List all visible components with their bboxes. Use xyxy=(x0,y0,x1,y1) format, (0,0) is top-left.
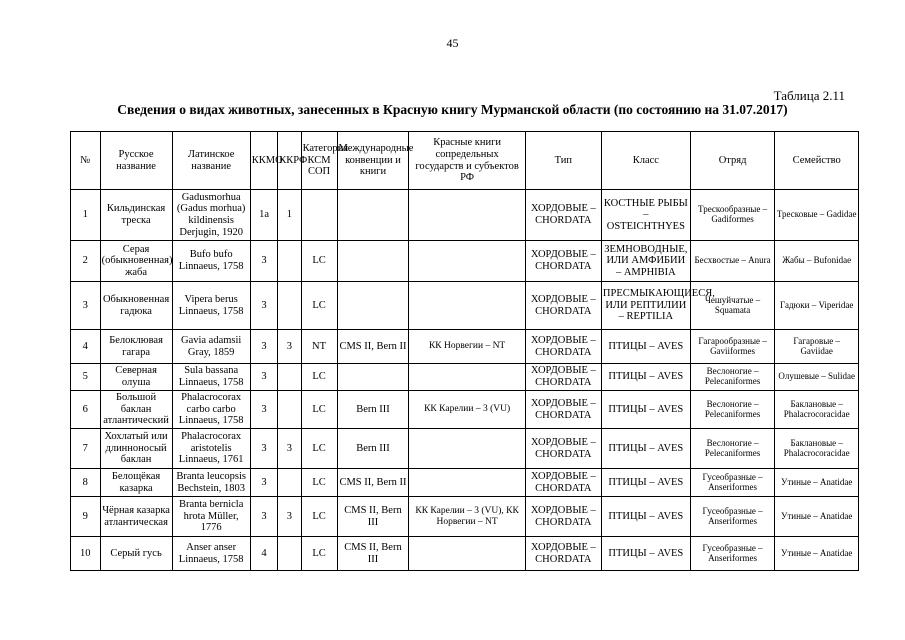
cell-class: ПТИЦЫ – AVES xyxy=(601,364,690,391)
cell-kkmo: 4 xyxy=(250,537,278,571)
cell-international: Bern III xyxy=(337,391,409,429)
cell-class: ПТИЦЫ – AVES xyxy=(601,429,690,469)
cell-order: Веслоногие – Pelecaniformes xyxy=(690,391,775,429)
cell-family: Утиные – Anatidae xyxy=(775,469,859,497)
cell-family: Жабы – Bufonidae xyxy=(775,241,859,282)
cell-kkrf xyxy=(278,537,301,571)
cell-order: Веслоногие – Pelecaniformes xyxy=(690,364,775,391)
cell-neighbor-books xyxy=(409,282,525,330)
header-class: Класс xyxy=(601,132,690,190)
cell-international xyxy=(337,190,409,241)
cell-order: Трескообразные – Gadiformes xyxy=(690,190,775,241)
cell-latin-name: Branta bernicla hrota Müller, 1776 xyxy=(172,497,250,537)
cell-type: ХОРДОВЫЕ – CHORDATA xyxy=(525,330,601,364)
cell-type: ХОРДОВЫЕ – CHORDATA xyxy=(525,537,601,571)
cell-category: LC xyxy=(301,282,337,330)
cell-kkmo: 3 xyxy=(250,364,278,391)
cell-class: ЗЕМНОВОДНЫЕ, ИЛИ АМФИБИИ – AMPHIBIA xyxy=(601,241,690,282)
cell-latin-name: Sula bassana Linnaeus, 1758 xyxy=(172,364,250,391)
header-type: Тип xyxy=(525,132,601,190)
table-row xyxy=(71,429,859,469)
cell-kkmo: 3 xyxy=(250,391,278,429)
cell-latin-name: Phalacrocorax carbo carbo Linnaeus, 1758 xyxy=(172,391,250,429)
header-num: № xyxy=(71,132,101,190)
header-neighbor-books: Красные книги сопредельных государств и субъектов РФ xyxy=(409,132,525,190)
cell-kkmo: 3 xyxy=(250,282,278,330)
cell-category: LC xyxy=(301,241,337,282)
cell-kkrf: 3 xyxy=(278,497,301,537)
cell-order: Веслоногие – Pelecaniformes xyxy=(690,429,775,469)
cell-latin-name: Branta leucopsis Bechstein, 1803 xyxy=(172,469,250,497)
header-row xyxy=(71,132,859,190)
cell-russian-name: Обыкновенная гадюка xyxy=(100,282,172,330)
cell-neighbor-books xyxy=(409,364,525,391)
cell-neighbor-books xyxy=(409,241,525,282)
cell-latin-name: Vipera berus Linnaeus, 1758 xyxy=(172,282,250,330)
cell-russian-name: Хохлатый или длинноносый баклан xyxy=(100,429,172,469)
cell-class: ПТИЦЫ – AVES xyxy=(601,537,690,571)
table-row xyxy=(71,469,859,497)
cell-category xyxy=(301,190,337,241)
header-family: Семейство xyxy=(775,132,859,190)
cell-class: ПТИЦЫ – AVES xyxy=(601,469,690,497)
cell-latin-name: Phalacrocorax aristotelis Linnaeus, 1761 xyxy=(172,429,250,469)
cell-order: Гагарообразные – Gaviiformes xyxy=(690,330,775,364)
cell-category: LC xyxy=(301,364,337,391)
cell-kkmo: 3 xyxy=(250,469,278,497)
cell-international: CMS II, Bern II xyxy=(337,469,409,497)
cell-neighbor-books xyxy=(409,537,525,571)
cell-order: Чешуйчатые – Squamata xyxy=(690,282,775,330)
cell-russian-name: Серый гусь xyxy=(100,537,172,571)
header-category: Категория КСМ СОП xyxy=(301,132,337,190)
cell-family: Гагаровые – Gaviidae xyxy=(775,330,859,364)
header-order: Отряд xyxy=(690,132,775,190)
cell-type: ХОРДОВЫЕ – CHORDATA xyxy=(525,429,601,469)
cell-family: Гадюки – Viperidae xyxy=(775,282,859,330)
cell-family: Тресковые – Gadidae xyxy=(775,190,859,241)
table-row xyxy=(71,190,859,241)
cell-category: LC xyxy=(301,391,337,429)
cell-class: КОСТНЫЕ РЫБЫ – OSTEICHTHYES xyxy=(601,190,690,241)
cell-num: 1 xyxy=(71,190,101,241)
cell-international xyxy=(337,364,409,391)
cell-type: ХОРДОВЫЕ – CHORDATA xyxy=(525,364,601,391)
cell-class: ПТИЦЫ – AVES xyxy=(601,497,690,537)
table-row xyxy=(71,537,859,571)
cell-kkrf xyxy=(278,241,301,282)
cell-order: Гусеобразные – Anseriformes xyxy=(690,497,775,537)
cell-num: 6 xyxy=(71,391,101,429)
cell-order: Гусеобразные – Anseriformes xyxy=(690,469,775,497)
cell-kkmo: 3 xyxy=(250,330,278,364)
cell-family: Утиные – Anatidae xyxy=(775,537,859,571)
table-row xyxy=(71,391,859,429)
cell-kkmo: 3 xyxy=(250,241,278,282)
table-row xyxy=(71,282,859,330)
cell-neighbor-books: КК Норвегии – NT xyxy=(409,330,525,364)
cell-international xyxy=(337,282,409,330)
cell-num: 5 xyxy=(71,364,101,391)
cell-type: ХОРДОВЫЕ – CHORDATA xyxy=(525,282,601,330)
cell-category: LC xyxy=(301,497,337,537)
cell-international xyxy=(337,241,409,282)
cell-latin-name: Bufo bufo Linnaeus, 1758 xyxy=(172,241,250,282)
cell-order: Гусеобразные – Anseriformes xyxy=(690,537,775,571)
cell-neighbor-books xyxy=(409,429,525,469)
cell-neighbor-books xyxy=(409,469,525,497)
cell-type: ХОРДОВЫЕ – CHORDATA xyxy=(525,391,601,429)
cell-type: ХОРДОВЫЕ – CHORDATA xyxy=(525,497,601,537)
cell-russian-name: Серая (обыкновенная) жаба xyxy=(100,241,172,282)
cell-neighbor-books: КК Карелии – 3 (VU), КК Норвегии – NT xyxy=(409,497,525,537)
cell-category: LC xyxy=(301,537,337,571)
table-row xyxy=(71,330,859,364)
cell-class: ПТИЦЫ – AVES xyxy=(601,330,690,364)
cell-latin-name: Gavia adamsii Gray, 1859 xyxy=(172,330,250,364)
cell-kkrf xyxy=(278,282,301,330)
cell-russian-name: Северная олуша xyxy=(100,364,172,391)
cell-international: CMS II, Bern III xyxy=(337,537,409,571)
cell-class: ПРЕСМЫКАЮЩИЕСЯ, ИЛИ РЕПТИЛИИ – REPTILIA xyxy=(601,282,690,330)
cell-russian-name: Чёрная казарка атлантическая xyxy=(100,497,172,537)
page-number: 45 xyxy=(446,36,459,50)
page-title: Сведения о видах животных, занесенных в Красную книгу Мурманской области (по состоянию на 31.07.2017) xyxy=(117,102,788,117)
cell-kkmo: 1а xyxy=(250,190,278,241)
cell-num: 3 xyxy=(71,282,101,330)
cell-kkrf xyxy=(278,469,301,497)
cell-russian-name: Белоклювая гагара xyxy=(100,330,172,364)
cell-order: Бесхвостые – Anura xyxy=(690,241,775,282)
header-kkrf: ККРФ xyxy=(278,132,301,190)
cell-kkrf xyxy=(278,391,301,429)
header-international: Международные конвенции и книги xyxy=(337,132,409,190)
cell-family: Олушевые – Sulidae xyxy=(775,364,859,391)
cell-kkrf: 3 xyxy=(278,429,301,469)
cell-international: CMS II, Bern II xyxy=(337,330,409,364)
cell-kkrf xyxy=(278,364,301,391)
cell-russian-name: Кильдинская треска xyxy=(100,190,172,241)
table-row xyxy=(71,241,859,282)
species-table xyxy=(70,131,859,571)
cell-num: 7 xyxy=(71,429,101,469)
header-latin-name: Латинское название xyxy=(172,132,250,190)
cell-family: Баклановые – Phalacrocoracidae xyxy=(775,391,859,429)
cell-num: 4 xyxy=(71,330,101,364)
cell-num: 9 xyxy=(71,497,101,537)
cell-kkrf: 3 xyxy=(278,330,301,364)
cell-international: CMS II, Bern III xyxy=(337,497,409,537)
cell-kkrf: 1 xyxy=(278,190,301,241)
cell-russian-name: Большой баклан атлантический xyxy=(100,391,172,429)
header-russian-name: Русское название xyxy=(100,132,172,190)
cell-family: Утиные – Anatidae xyxy=(775,497,859,537)
cell-num: 2 xyxy=(71,241,101,282)
cell-kkmo: 3 xyxy=(250,429,278,469)
table-row xyxy=(71,497,859,537)
cell-category: LC xyxy=(301,469,337,497)
cell-russian-name: Белощёкая казарка xyxy=(100,469,172,497)
cell-type: ХОРДОВЫЕ – CHORDATA xyxy=(525,469,601,497)
cell-category: NT xyxy=(301,330,337,364)
cell-class: ПТИЦЫ – AVES xyxy=(601,391,690,429)
cell-family: Баклановые – Phalacrocoracidae xyxy=(775,429,859,469)
cell-latin-name: Anser anser Linnaeus, 1758 xyxy=(172,537,250,571)
cell-kkmo: 3 xyxy=(250,497,278,537)
table-label: Таблица 2.11 xyxy=(773,88,845,103)
table-row xyxy=(71,364,859,391)
cell-type: ХОРДОВЫЕ – CHORDATA xyxy=(525,190,601,241)
cell-latin-name: Gadusmorhua (Gadus morhua) kildinensis Derjugin, 1920 xyxy=(172,190,250,241)
cell-category: LC xyxy=(301,429,337,469)
cell-num: 10 xyxy=(71,537,101,571)
cell-international: Bern III xyxy=(337,429,409,469)
cell-neighbor-books xyxy=(409,190,525,241)
header-kkmo: ККМО xyxy=(250,132,278,190)
cell-neighbor-books: КК Карелии – 3 (VU) xyxy=(409,391,525,429)
cell-type: ХОРДОВЫЕ – CHORDATA xyxy=(525,241,601,282)
cell-num: 8 xyxy=(71,469,101,497)
